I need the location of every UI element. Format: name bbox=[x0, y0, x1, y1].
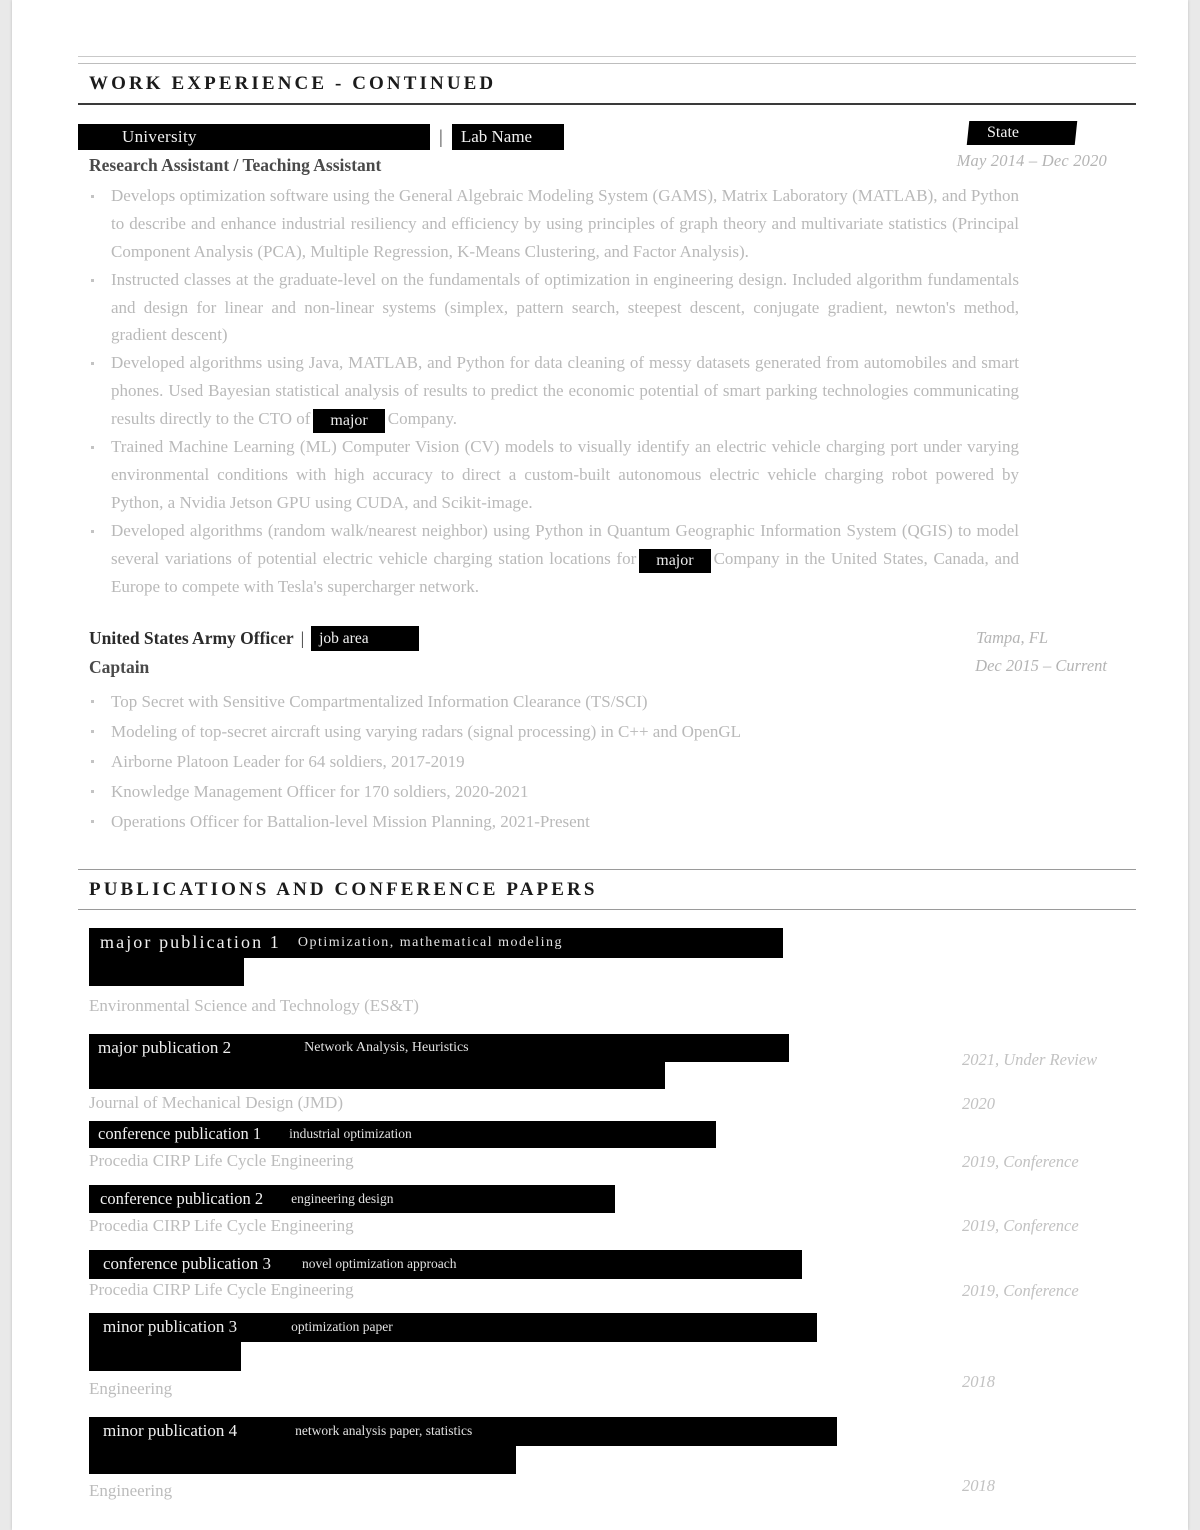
publication-redaction-bar bbox=[89, 1417, 837, 1446]
publication-redaction-bar bbox=[89, 928, 783, 958]
bullet-text: Instructed classes at the graduate-level on the fundamentals of optimization in engineering design. Included algorithm fundamentals and design for linear and non-linear systems (simplex, pattern search, steepest descent, conjugate gradient, newton's method, gradient descent) bbox=[111, 269, 1019, 345]
publication-authors-redaction-bar bbox=[89, 1342, 241, 1371]
army-rank: Captain bbox=[89, 657, 150, 678]
job-entry-research-assistant bbox=[78, 123, 1152, 600]
publication-authors-redaction-bar bbox=[89, 958, 244, 986]
army-dates: Dec 2015 – Current bbox=[975, 656, 1107, 676]
publication-title: major publication 2 bbox=[98, 1037, 232, 1057]
army-bullet: Operations Officer for Battalion-level Mission Planning, 2021-Present bbox=[89, 807, 1152, 837]
job-dates: May 2014 – Dec 2020 bbox=[956, 151, 1107, 170]
publication-keywords: Network Analysis, Heuristics bbox=[304, 1039, 469, 1055]
publication-date: 2019, Conference bbox=[962, 1280, 1079, 1300]
location-redaction-bar bbox=[967, 121, 1078, 145]
job-entry-army-officer bbox=[78, 626, 1152, 837]
inline-redaction-bar: major bbox=[639, 549, 710, 573]
publication-date: 2019, Conference bbox=[962, 1151, 1079, 1171]
resume-sheet bbox=[78, 0, 1152, 1530]
army-bullet-list bbox=[78, 687, 1152, 837]
publication-date: 2018 bbox=[962, 1475, 995, 1495]
publication-authors-redaction-bar bbox=[89, 1446, 516, 1474]
publication-date: 2019, Conference bbox=[962, 1215, 1079, 1235]
job-bullet bbox=[89, 517, 1019, 601]
publication-keywords: industrial optimization bbox=[289, 1126, 412, 1142]
work-section-header bbox=[78, 56, 1152, 105]
army-title: United States Army Officer bbox=[89, 628, 294, 649]
publication-date: 2018 bbox=[962, 1371, 995, 1391]
job-title: Research Assistant / Teaching Assistant bbox=[89, 155, 382, 175]
publication-entry bbox=[78, 1121, 1152, 1171]
publication-date: 2020 bbox=[962, 1093, 995, 1113]
header-rule-top bbox=[78, 56, 1136, 57]
bullet-text-tail: Company in the United States, Canada, and Europe to compete with Tesla's supercharger network. bbox=[111, 548, 1019, 596]
publication-entry bbox=[78, 1313, 1152, 1399]
publication-title: conference publication 3 bbox=[103, 1254, 272, 1274]
document-page bbox=[12, 0, 1188, 1530]
publications-section-header bbox=[78, 869, 1152, 910]
publication-keywords: Optimization, mathematical modeling bbox=[297, 934, 564, 950]
army-bullet: Top Secret with Sensitive Compartmentalized Information Clearance (TS/SCI) bbox=[89, 687, 1152, 717]
organization-label: University bbox=[122, 127, 197, 146]
publication-redaction-bar bbox=[89, 1313, 817, 1342]
job-bullet bbox=[89, 433, 1019, 517]
job-bullet bbox=[89, 349, 1019, 433]
pubs-rule-bottom bbox=[78, 909, 1136, 910]
publication-entry bbox=[78, 1185, 1152, 1236]
army-bullet: Modeling of top-secret aircraft using varying radars (signal processing) in C++ and OpenGL bbox=[89, 717, 1152, 747]
publication-venue: Engineering bbox=[89, 1378, 173, 1398]
army-bullet: Knowledge Management Officer for 170 soldiers, 2020-2021 bbox=[89, 777, 1152, 807]
job-bullet-list bbox=[78, 182, 1152, 600]
publication-authors-redaction-bar bbox=[89, 1062, 665, 1089]
army-separator: | bbox=[300, 628, 305, 649]
lab-redaction-bar bbox=[452, 124, 564, 150]
publication-venue: Procedia CIRP Life Cycle Engineering bbox=[89, 1279, 354, 1299]
lab-label: Lab Name bbox=[460, 127, 533, 146]
location-label: State bbox=[987, 124, 1019, 141]
publication-title: minor publication 3 bbox=[103, 1317, 238, 1337]
header-rule-bottom bbox=[78, 103, 1136, 105]
publication-keywords: network analysis paper, statistics bbox=[295, 1423, 473, 1439]
publication-title: conference publication 1 bbox=[98, 1124, 262, 1144]
bullet-text: Develops optimization software using the General Algebraic Modeling System (GAMS), Matrix Laboratory (MATLAB), and Python to describe and enhance industrial resiliency and efficiency by using principles of graph theory and multivariate statistics (Principal Component Analysis (PCA), Multiple Regression, K-Means Clustering, and Factor Analysis). bbox=[111, 186, 1019, 261]
publication-entry bbox=[78, 1417, 1152, 1501]
publication-venue: Journal of Mechanical Design (JMD) bbox=[89, 1092, 343, 1112]
bullet-text: Developed algorithms using Java, MATLAB, and Python for data cleaning of messy datasets generated from automobiles and smart phones. Used Bayesian statistical analysis of results to predict the economic potential of smart parking technologies communicating results directly to the CTO of bbox=[111, 353, 1019, 428]
job-area-redaction-bar bbox=[311, 626, 419, 651]
bullet-text: Developed algorithms (random walk/nearest neighbor) using Python in Quantum Geographic Information System (QGIS) to model several variations of potential electric vehicle charging station locations for bbox=[111, 520, 1019, 568]
bullet-text: Trained Machine Learning (ML) Computer Vision (CV) models to visually identify an electric vehicle charging port under varying environmental conditions with high accuracy to direct a custom-built autonomous electric vehicle charging robot powered by Python, a Nvidia Jetson GPU using CUDA, and Scikit-image. bbox=[111, 437, 1019, 512]
work-section-title: WORK EXPERIENCE - CONTINUED bbox=[89, 73, 497, 94]
publication-venue: Procedia CIRP Life Cycle Engineering bbox=[89, 1215, 354, 1235]
job-bullet bbox=[89, 182, 1019, 266]
publication-redaction-bar bbox=[89, 1250, 802, 1279]
publication-venue: Environmental Science and Technology (ES&T) bbox=[89, 995, 419, 1015]
publication-title: major publication 1 bbox=[100, 932, 281, 953]
bullet-text-tail: Company. bbox=[387, 409, 457, 428]
header-separator: | bbox=[439, 126, 443, 148]
publication-title: conference publication 2 bbox=[100, 1188, 264, 1208]
inline-redaction-bar: major bbox=[313, 409, 384, 433]
publication-title: minor publication 4 bbox=[103, 1421, 238, 1441]
publication-keywords: novel optimization approach bbox=[302, 1256, 457, 1272]
job-bullet bbox=[89, 266, 1019, 350]
job-area-label: job area bbox=[319, 629, 369, 647]
army-location: Tampa, FL bbox=[976, 628, 1048, 648]
publications-section-title: PUBLICATIONS AND CONFERENCE PAPERS bbox=[89, 878, 598, 900]
publication-venue: Engineering bbox=[89, 1480, 173, 1500]
publication-date: 2021, Under Review bbox=[962, 1049, 1098, 1069]
publication-redaction-bar bbox=[89, 1185, 615, 1213]
publication-redaction-bar bbox=[89, 1034, 789, 1062]
publication-keywords: optimization paper bbox=[291, 1319, 393, 1335]
publication-entry bbox=[78, 1250, 1152, 1300]
publication-entry bbox=[78, 1034, 1152, 1113]
organization-redaction-bar bbox=[78, 124, 430, 150]
publication-venue: Procedia CIRP Life Cycle Engineering bbox=[89, 1150, 354, 1170]
publication-keywords: engineering design bbox=[291, 1190, 394, 1206]
publication-redaction-bar bbox=[89, 1121, 716, 1148]
army-bullet: Airborne Platoon Leader for 64 soldiers, 2017-2019 bbox=[89, 747, 1152, 777]
